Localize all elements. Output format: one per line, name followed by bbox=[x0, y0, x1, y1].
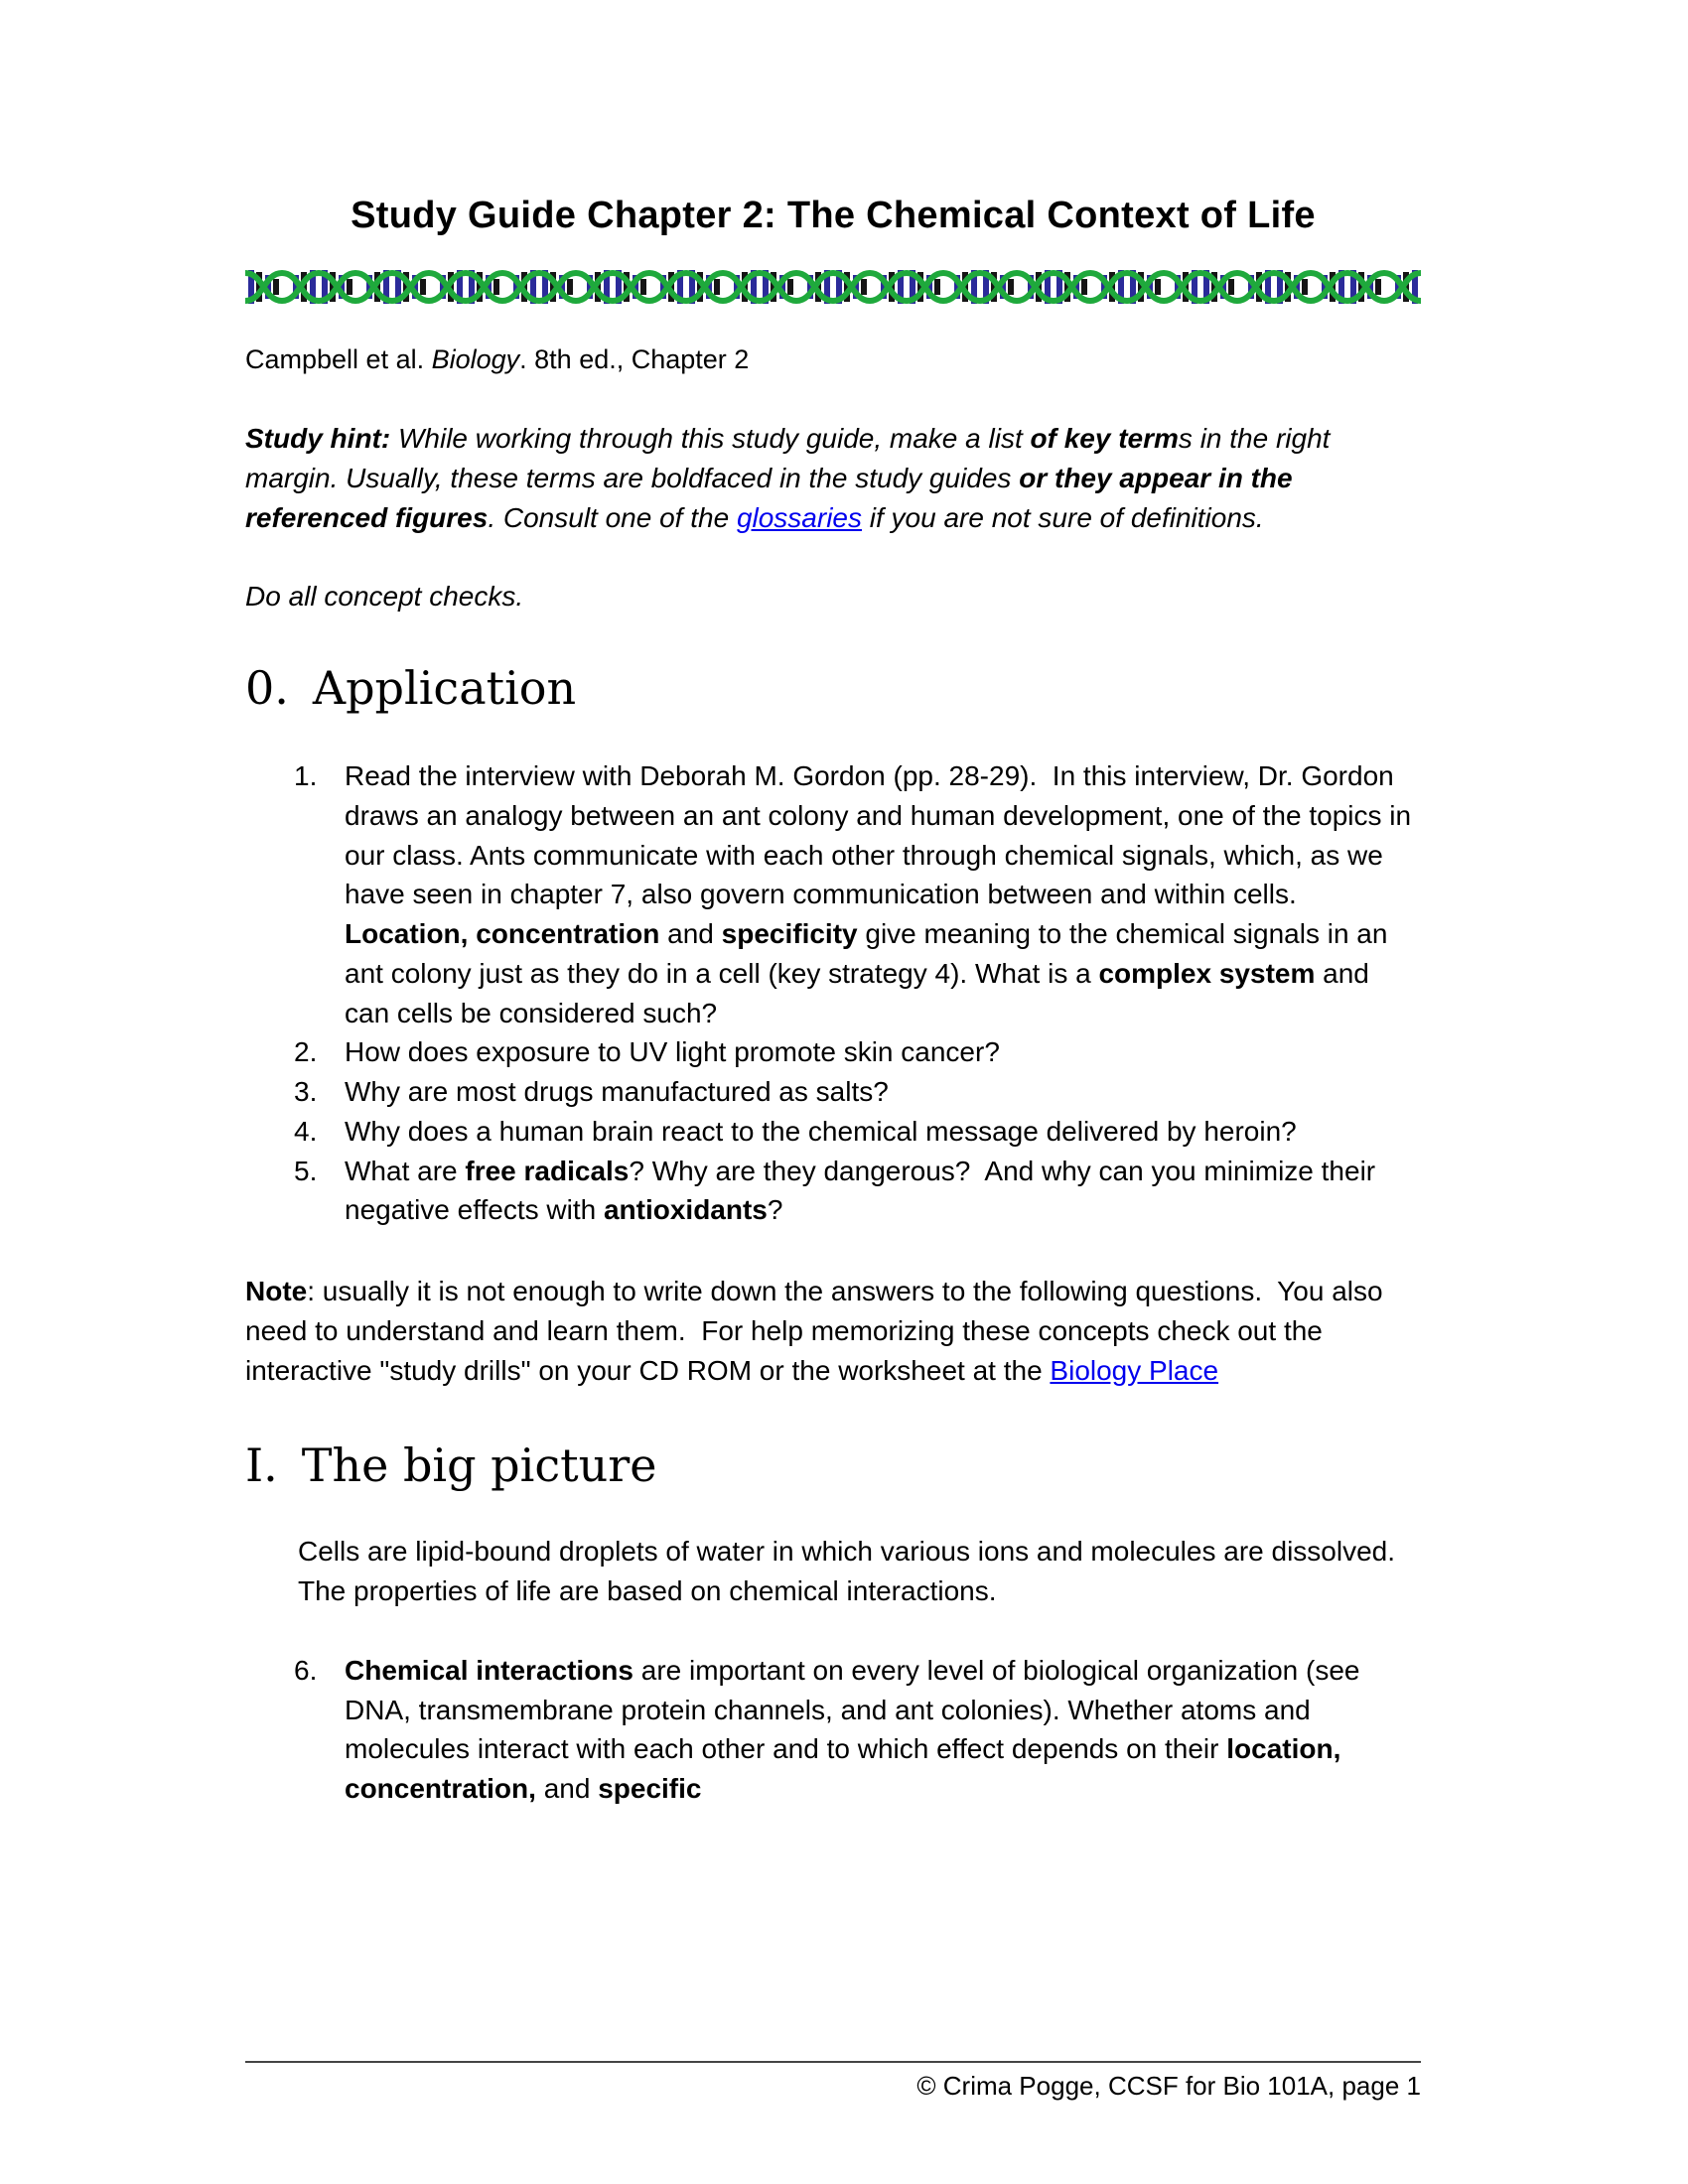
note-paragraph bbox=[245, 1272, 1421, 1390]
dna-helix-band bbox=[245, 265, 1421, 309]
list-item-number: 3. bbox=[294, 1076, 318, 1108]
text-segment: and bbox=[535, 1773, 599, 1805]
concept-checks-line: Do all concept checks. bbox=[245, 581, 524, 613]
citation-pre: Campbell et al. bbox=[245, 344, 432, 374]
text-segment-bold: Location, concentration bbox=[345, 918, 660, 950]
text-segment: and bbox=[659, 918, 722, 950]
dna-helix-decoration bbox=[245, 265, 1421, 309]
study-hint-paragraph bbox=[245, 419, 1421, 537]
note-label: Note bbox=[245, 1276, 308, 1307]
big-picture-intro: Cells are lipid-bound droplets of water in which various ions and molecules are dissolved. The properties of life are based on chemical interactions. bbox=[298, 1536, 1411, 1607]
section-heading-application bbox=[245, 662, 1421, 715]
biology-place-link[interactable]: Biology Place bbox=[1050, 1354, 1219, 1386]
text-segment-bold: or they appear in the referenced figures bbox=[245, 462, 1301, 533]
glossaries-link[interactable]: glossaries bbox=[736, 501, 862, 533]
citation-post: . 8th ed., Chapter 2 bbox=[519, 344, 750, 374]
list-item-text bbox=[345, 756, 1421, 1032]
text-segment: if you are not sure of definitions. bbox=[862, 501, 1264, 533]
citation-book-title: Biology bbox=[431, 344, 520, 374]
text-segment: and can cells be considered such? bbox=[345, 957, 1377, 1028]
text-segment: What are bbox=[345, 1155, 466, 1186]
list-item bbox=[294, 1072, 1421, 1112]
text-segment-bold: location, concentration, bbox=[345, 1733, 1349, 1805]
list-item-number: 4. bbox=[294, 1115, 318, 1147]
section-label: The big picture bbox=[301, 1438, 657, 1493]
dna-helix-svg bbox=[245, 265, 1421, 309]
page-footer bbox=[245, 2061, 1421, 2102]
section-label: Application bbox=[312, 661, 577, 716]
list-item-number: 2. bbox=[294, 1036, 318, 1068]
text-segment-bold: complex system bbox=[1098, 957, 1316, 989]
text-segment-bold: Chemical interactions bbox=[345, 1654, 633, 1686]
text-segment: are important on every level of biological organization (see DNA, transmembrane protein channels, and ant colonies). Whether atoms and molecules interact with each other and to which effect depends on their bbox=[345, 1654, 1368, 1765]
text-segment-bold: specific bbox=[598, 1773, 702, 1805]
list-item-text bbox=[345, 1651, 1421, 1809]
list-item-text bbox=[345, 1152, 1421, 1231]
list-item-text: How does exposure to UV light promote skin cancer? bbox=[345, 1036, 1000, 1068]
list-item-number: 5. bbox=[294, 1155, 318, 1186]
text-segment: ? bbox=[767, 1194, 783, 1226]
list-item bbox=[294, 1112, 1421, 1152]
text-segment-bold: specificity bbox=[721, 918, 858, 950]
text-segment: : usually it is not enough to write down the answers to the following questions. You also need to understand and learn them. For help memorizing these concepts check out the interactive "study drills" on your CD ROM or the worksheet at the bbox=[245, 1276, 1391, 1386]
list-item-text: Why are most drugs manufactured as salts? bbox=[345, 1076, 889, 1108]
text-segment-bold: of key term bbox=[1030, 423, 1179, 454]
big-picture-question-list bbox=[294, 1651, 1421, 1809]
section-heading-big-picture bbox=[245, 1439, 1421, 1492]
list-item bbox=[294, 756, 1421, 1032]
list-item-number: 6. bbox=[294, 1654, 318, 1686]
study-hint-label: Study hint: bbox=[245, 423, 391, 454]
list-item bbox=[294, 1032, 1421, 1072]
text-segment: ? Why are they dangerous? And why can you minimize their negative effects with bbox=[345, 1155, 1383, 1226]
application-question-list bbox=[294, 756, 1421, 1230]
text-segment: . Consult one of the bbox=[488, 501, 737, 533]
text-segment: s in the right margin. Usually, these terms are boldfaced in the study guides bbox=[245, 423, 1338, 493]
text-segment: give meaning to the chemical signals in an ant colony just as they do in a cell (key strategy 4). What is a bbox=[345, 918, 1396, 989]
document-page bbox=[245, 0, 1421, 1809]
citation-line bbox=[245, 344, 1421, 375]
footer-text: © Crima Pogge, CCSF for Bio 101A, page 1 bbox=[916, 2071, 1421, 2101]
section-number: I. bbox=[245, 1438, 278, 1493]
list-item-number: 1. bbox=[294, 760, 318, 792]
page-title: Study Guide Chapter 2: The Chemical Context of Life bbox=[351, 195, 1316, 236]
list-item bbox=[294, 1651, 1421, 1809]
list-item bbox=[294, 1152, 1421, 1231]
text-segment: While working through this study guide, make a list bbox=[390, 423, 1031, 454]
list-item-text: Why does a human brain react to the chemical message delivered by heroin? bbox=[345, 1115, 1297, 1147]
text-segment: Read the interview with Deborah M. Gordon (pp. 28-29). In this interview, Dr. Gordon draws an analogy between an ant colony and human development, one of the topics in our class. Ants communicate with each other through chemical signals, which, as we have seen in chapter 7, also govern communication between and within cells. bbox=[345, 760, 1419, 910]
section-number: 0. bbox=[245, 661, 289, 716]
text-segment-bold: free radicals bbox=[465, 1155, 630, 1186]
text-segment-bold: antioxidants bbox=[603, 1194, 768, 1226]
